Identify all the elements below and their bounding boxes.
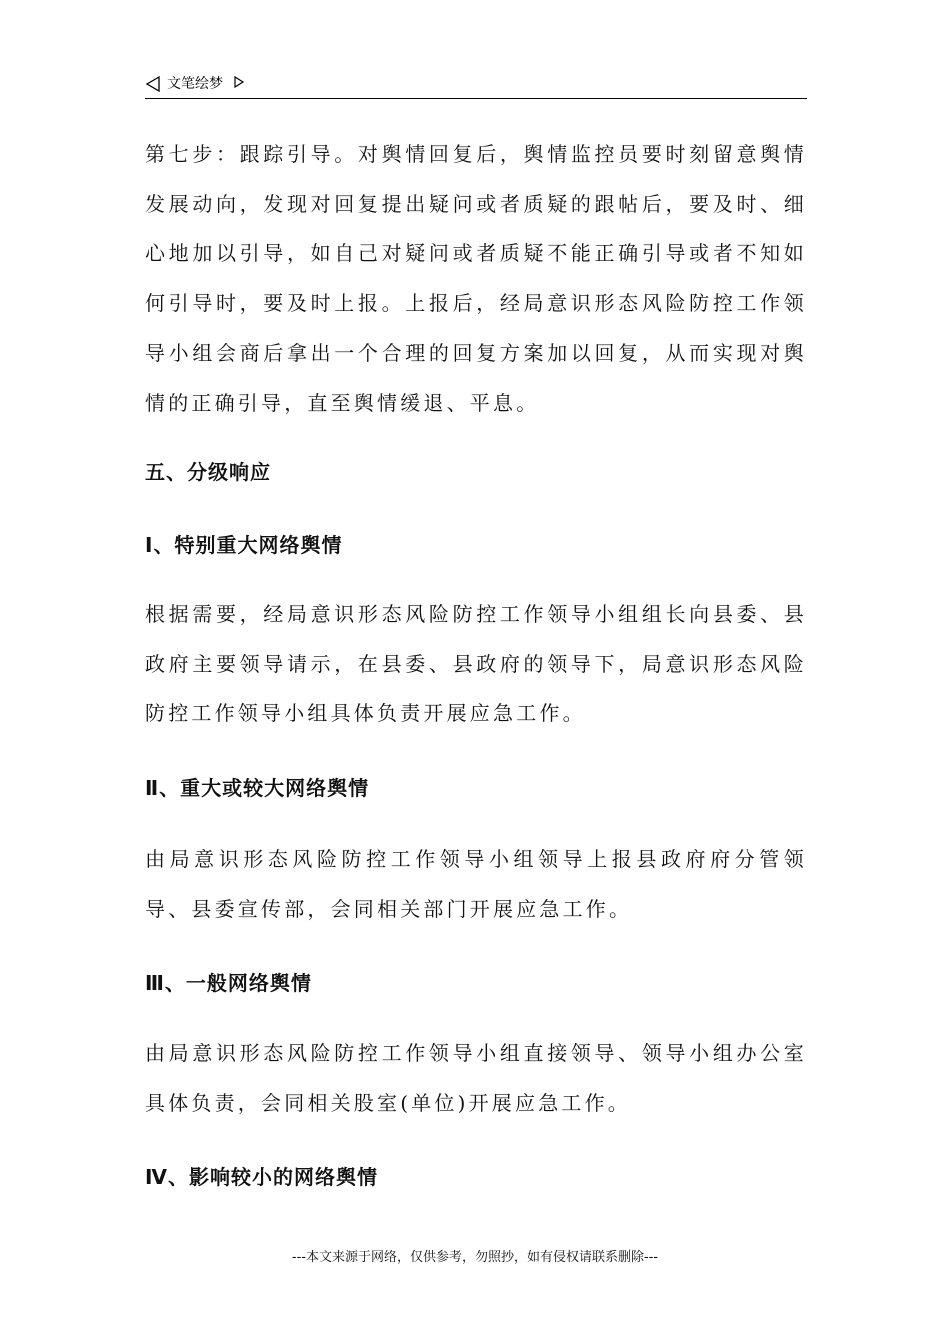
level-2-block [145,835,807,934]
level-2-paragraph: 由局意识形态风险防控工作领导小组领导上报县政府府分管领导、县委宣传部，会同相关部门开展应急工作。 [145,847,807,921]
level-2-heading: Ⅱ、重大或较大网络舆情 [145,776,370,800]
section-heading-grading: 五、分级响应 [145,460,271,484]
level-4-heading: Ⅳ、影响较小的网络舆情 [145,1165,378,1189]
level-1-paragraph: 根据需要，经局意识形态风险防控工作领导小组组长向县委、县政府主要领导请示，在县委、县政府的领导下，局意识形态风险防控工作领导小组具体负责开展应急工作。 [145,602,807,726]
level-3-block [145,1029,807,1128]
level-3-heading: Ⅲ、一般网络舆情 [145,971,312,995]
level-3-paragraph: 由局意识形态风险防控工作领导小组直接领导、领导小组办公室具体负责，会同相关股室(单位)开展应急工作。 [145,1041,807,1115]
level-1-block [145,590,807,739]
step7-paragraph: 第七步：跟踪引导。对舆情回复后，舆情监控员要时刻留意舆情发展动向，发现对回复提出疑问或者质疑的跟帖后，要及时、细心地加以引导，如自己对疑问或者质疑不能正确引导或者不知如何引导时，要及时上报。上报后，经局意识形态风险防控工作领导小组会商后拿出一个合理的回复方案加以回复，从而实现对舆情的正确引导，直至舆情缓退、平息。 [145,142,807,415]
level-1-heading: Ⅰ、特别重大网络舆情 [145,533,343,557]
triangle-right-icon [233,76,245,88]
triangle-left-icon [145,76,161,92]
page-header [145,72,807,99]
header-title: 文笔绘梦 [167,76,223,92]
footer-disclaimer: ---本文来源于网络，仅供参考，勿照抄，如有侵权请联系删除--- [291,1250,659,1265]
step7-block [145,130,807,428]
